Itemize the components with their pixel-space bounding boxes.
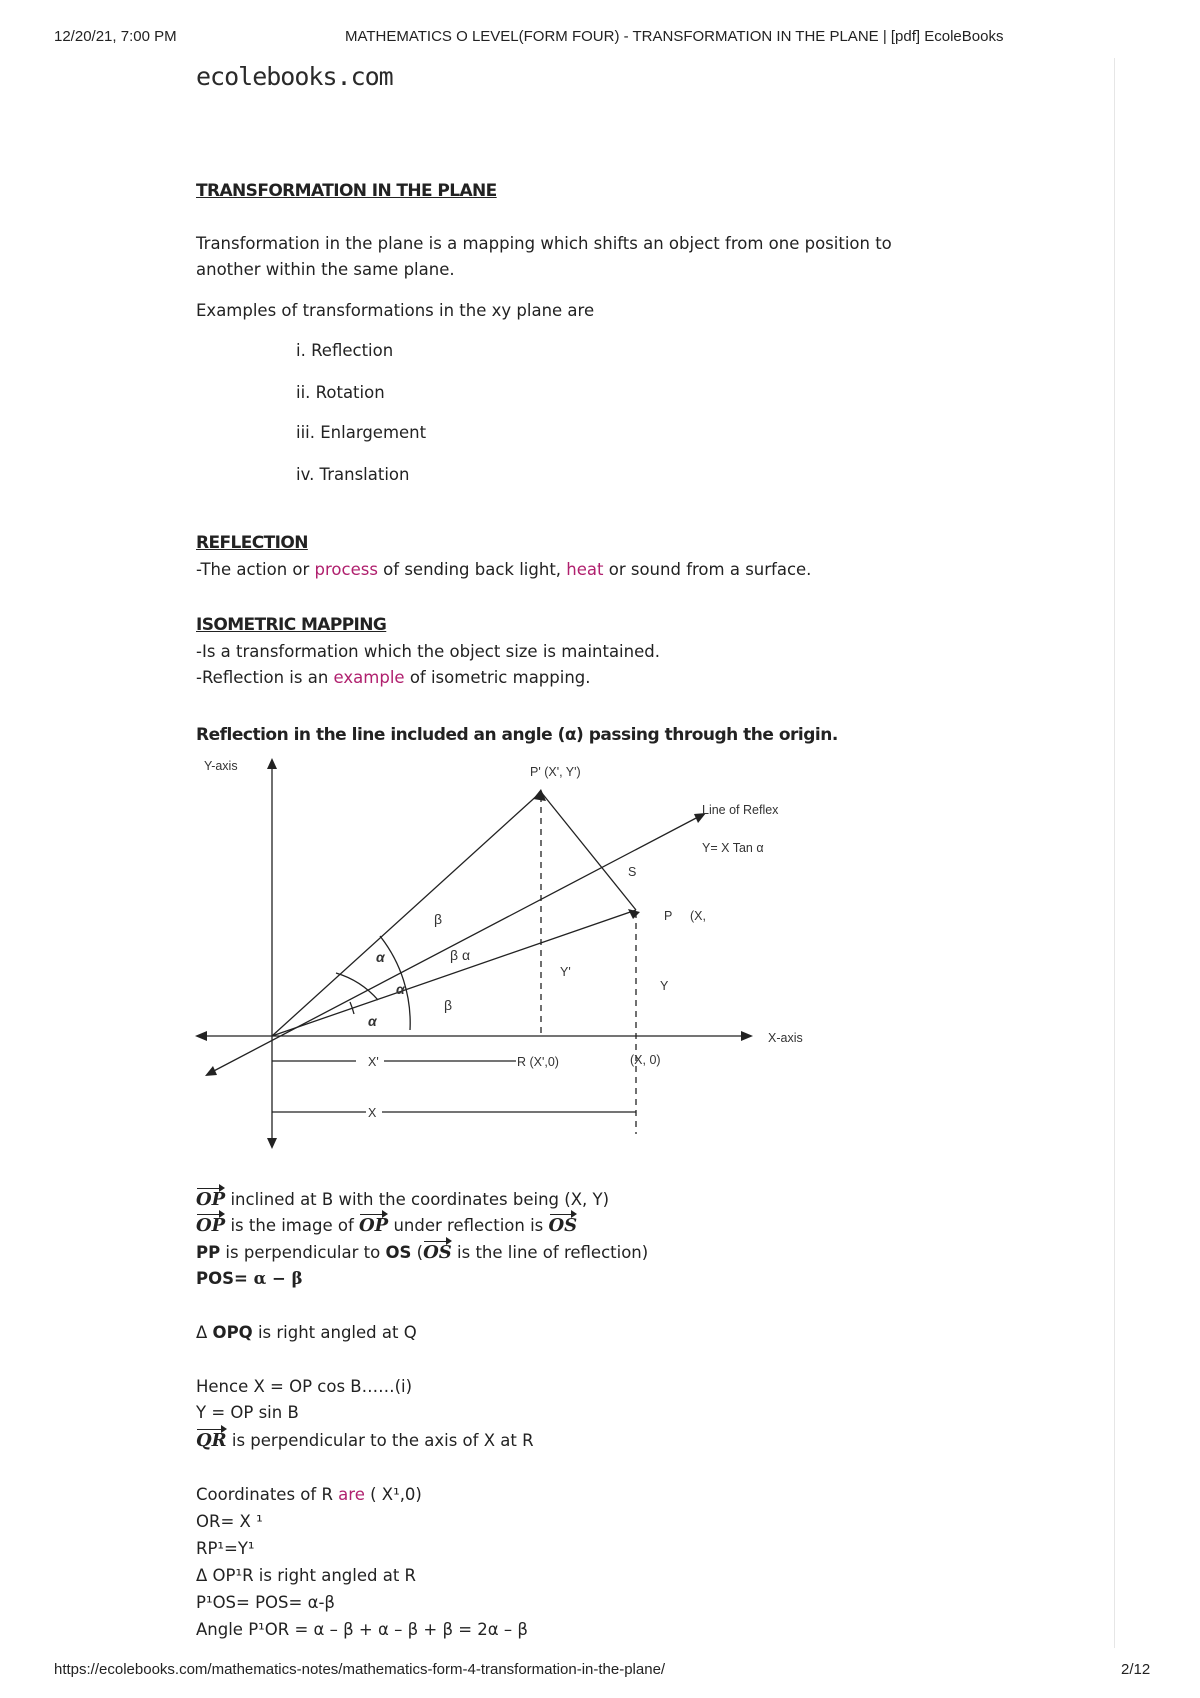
derivation-line: RP¹=Y¹ — [196, 1539, 255, 1558]
derivation-line: OP inclined at B with the coordinates being (X, Y) — [196, 1189, 610, 1210]
print-page-number: 2/12 — [1121, 1661, 1151, 1678]
r-label: R (X',0) — [517, 1055, 559, 1069]
derivation-line: OR= X ¹ — [196, 1512, 263, 1531]
alpha-label: α — [376, 949, 385, 965]
isometric-heading: ISOMETRIC MAPPING — [196, 615, 387, 635]
link-heat[interactable]: heat — [566, 560, 604, 579]
reflection-heading: REFLECTION — [196, 533, 308, 553]
list-item: iii. Enlargement — [296, 423, 427, 442]
derivation-line: Hence X = OP cos B……(i) — [196, 1377, 413, 1396]
link-example[interactable]: example — [333, 668, 405, 687]
line-equation-label: Y= X Tan α — [702, 841, 764, 855]
y-label: Y — [660, 979, 669, 993]
site-logo[interactable]: ecolebooks.com — [196, 62, 393, 91]
examples-intro: Examples of transformations in the xy plane are — [196, 301, 595, 320]
beta-label: β — [444, 997, 453, 1013]
list-item: iv. Translation — [296, 465, 410, 484]
beta-label: β — [434, 911, 443, 927]
y-prime-label: Y' — [560, 965, 571, 979]
link-are[interactable]: are — [338, 1485, 365, 1504]
intro-line-1: Transformation in the plane is a mapping which shifts an object from one position to — [196, 234, 892, 253]
derivation-line: OP is the image of OP under reflection is OS — [196, 1215, 578, 1236]
derivation-line: Y = OP sin B — [196, 1403, 299, 1422]
derivation-line: Coordinates of R are ( X¹,0) — [196, 1485, 422, 1504]
s-label: S — [628, 865, 637, 879]
list-item: ii. Rotation — [296, 383, 385, 402]
x-label: X — [368, 1106, 377, 1120]
derivation-line: P¹OS= POS= α-β — [196, 1593, 335, 1612]
isometric-line-1: -Is a transformation which the object size is maintained. — [196, 642, 660, 661]
derivation-line: POS= α − β — [196, 1269, 303, 1288]
alpha-label: α — [368, 1013, 377, 1029]
print-url: https://ecolebooks.com/mathematics-notes/mathematics-form-4-transformation-in-the-plane/ — [54, 1661, 666, 1678]
diagram-heading: Reflection in the line included an angle (α) passing through the origin. — [196, 725, 838, 745]
list-item: i. Reflection — [296, 341, 394, 360]
print-datetime: 12/20/21, 7:00 PM — [54, 28, 177, 45]
beta-alpha-label: β α — [450, 947, 471, 963]
isometric-line-2: -Reflection is an example of isometric mapping. — [196, 668, 591, 687]
p-coord-label: (X, — [690, 909, 706, 923]
y-axis-label: Y-axis — [204, 759, 238, 773]
reflection-definition: -The action or process of sending back light, heat or sound from a surface. — [196, 560, 812, 579]
derivation-line: Δ OPQ is right angled at Q — [196, 1323, 417, 1342]
derivation-line: Δ OP¹R is right angled at R — [196, 1566, 417, 1585]
p-prime-label: P' (X', Y') — [530, 765, 581, 779]
intro-line-2: another within the same plane. — [196, 260, 455, 279]
p-label: P — [664, 909, 673, 923]
alpha-label: α — [396, 981, 405, 997]
derivation-line: PP is perpendicular to OS (OS is the line of reflection) — [196, 1242, 649, 1263]
derivation-line: QR is perpendicular to the axis of X at R — [196, 1430, 534, 1451]
x-axis-label: X-axis — [768, 1031, 803, 1045]
derivation-line: Angle P¹OR = α – β + α – β + β = 2α – β — [196, 1620, 528, 1639]
q-label: (X, 0) — [630, 1053, 661, 1067]
print-page-title: MATHEMATICS O LEVEL(FORM FOUR) - TRANSFORMATION IN THE PLANE | [pdf] EcoleBooks — [345, 28, 1004, 45]
main-heading: TRANSFORMATION IN THE PLANE — [196, 181, 497, 201]
line-of-reflex-label: Line of Reflex — [702, 803, 779, 817]
x-prime-label: X' — [368, 1055, 379, 1069]
link-process[interactable]: process — [314, 560, 378, 579]
